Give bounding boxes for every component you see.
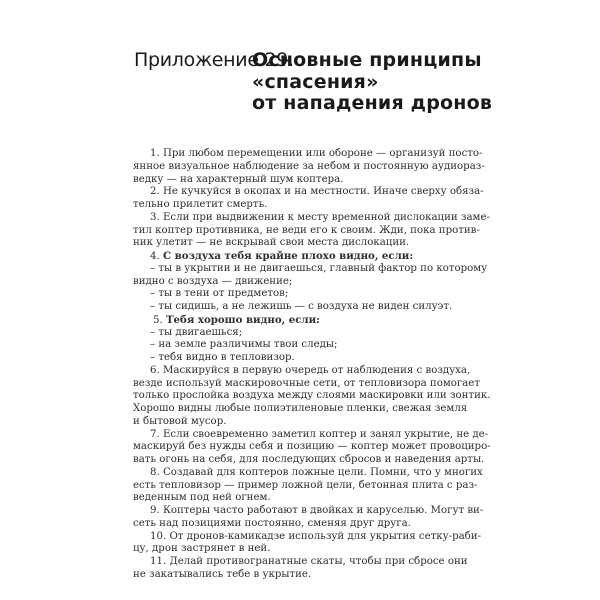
bold-lead: Тебя хорошо видно, если:: [165, 313, 320, 326]
text-line: – ты двигаешься;: [150, 326, 243, 338]
text-line: 11. Делай противогранатные скаты, чтобы при сбросе они: [150, 556, 468, 567]
text-line: 3. Если при выдвижении к месту временной дислокации заме-: [150, 211, 490, 223]
text-line: 10. От дронов-камикадзе используй для укрытия сетку-раби-: [150, 530, 482, 542]
text-line: 7. Если своевременно заметил коптер и занял укрытие, не де-: [150, 428, 489, 440]
text-line: не закатывались тебе в укрытие.: [133, 568, 312, 580]
text-line: 6. Маскируйся в первую очередь от наблюдения с воздуха,: [150, 364, 471, 376]
text-line: [133, 314, 466, 327]
text-line: везде используй маскировочные сети, от тепловизора помогает: [133, 377, 480, 389]
text-line: и бытовой мусор.: [133, 415, 227, 427]
text-line: только прослойка воздуха между слоями маскировки или зонтик.: [133, 390, 491, 402]
text-line: тил коптер противника, не веди его к своим. Жди, пока против-: [133, 224, 480, 236]
text-line: маскируй без нужды себя и позицию — коптер может провоциро-: [133, 441, 491, 453]
text-line: 2. Не кучкуйся в окопах и на местности. Иначе сверху обяза-: [150, 186, 484, 198]
text-line: цу, дрон застрянет в ней.: [133, 543, 271, 555]
text-line: – тебя видно в тепловизор.: [150, 352, 295, 363]
item-number: 4.: [150, 251, 163, 262]
text-line: Хорошо видны любые полиэтиленовые пленки, свежая земля: [133, 403, 468, 414]
chapter-title: [252, 50, 492, 115]
text-line: есть тепловизор — пример ложной цели, бетонная плита с раз-: [133, 479, 478, 491]
text-line: видно с воздуха — движение;: [133, 275, 293, 287]
text-line: тельно прилетит смерть.: [133, 199, 268, 210]
text-line: 9. Коптеры часто работают в двойках и каруселью. Могут ви-: [150, 505, 484, 516]
text-line: ведку — на характерный шум коптера.: [133, 173, 344, 185]
text-line: веденным под ней огнем.: [133, 492, 271, 504]
item-number: 5.: [153, 314, 166, 326]
text-line: ник улетит — не вскрывай свои места дислокации.: [133, 237, 410, 249]
body-text: [133, 148, 491, 582]
text-line: – ты в тени от предметов;: [150, 288, 289, 300]
text-line: – ты в укрытии и не двигаешься, главный фактор по которому: [150, 262, 488, 274]
bold-lead: С воздуха тебя крайне плохо видно, если:: [162, 250, 414, 262]
text-line: – на земле различимы твои следы;: [150, 339, 338, 351]
text-line: сеть над позициями постоянно, сменяя друг друга.: [133, 517, 411, 529]
chapter-title-line: Основные принципы: [252, 49, 482, 71]
text-line: 1. При любом перемещении или обороне — организуй посто-: [150, 148, 483, 159]
text-line: 8. Создавай для коптеров ложные цели. Помни, что у многих: [150, 466, 483, 478]
chapter-title-line: «спасения»: [252, 70, 379, 93]
appendix-number: Приложение 29.: [134, 49, 294, 71]
chapter-title-line: от нападения дронов: [252, 92, 493, 114]
text-line: вать огонь на себя, для последующих сбросов и наведения арты.: [133, 454, 485, 465]
text-line: – ты сидишь, а не лежишь — с воздуха не виден силуэт.: [150, 301, 453, 312]
text-line: [133, 250, 466, 263]
text-line: янное визуальное наблюдение за небом и постоянную аудиораз-: [133, 160, 485, 172]
